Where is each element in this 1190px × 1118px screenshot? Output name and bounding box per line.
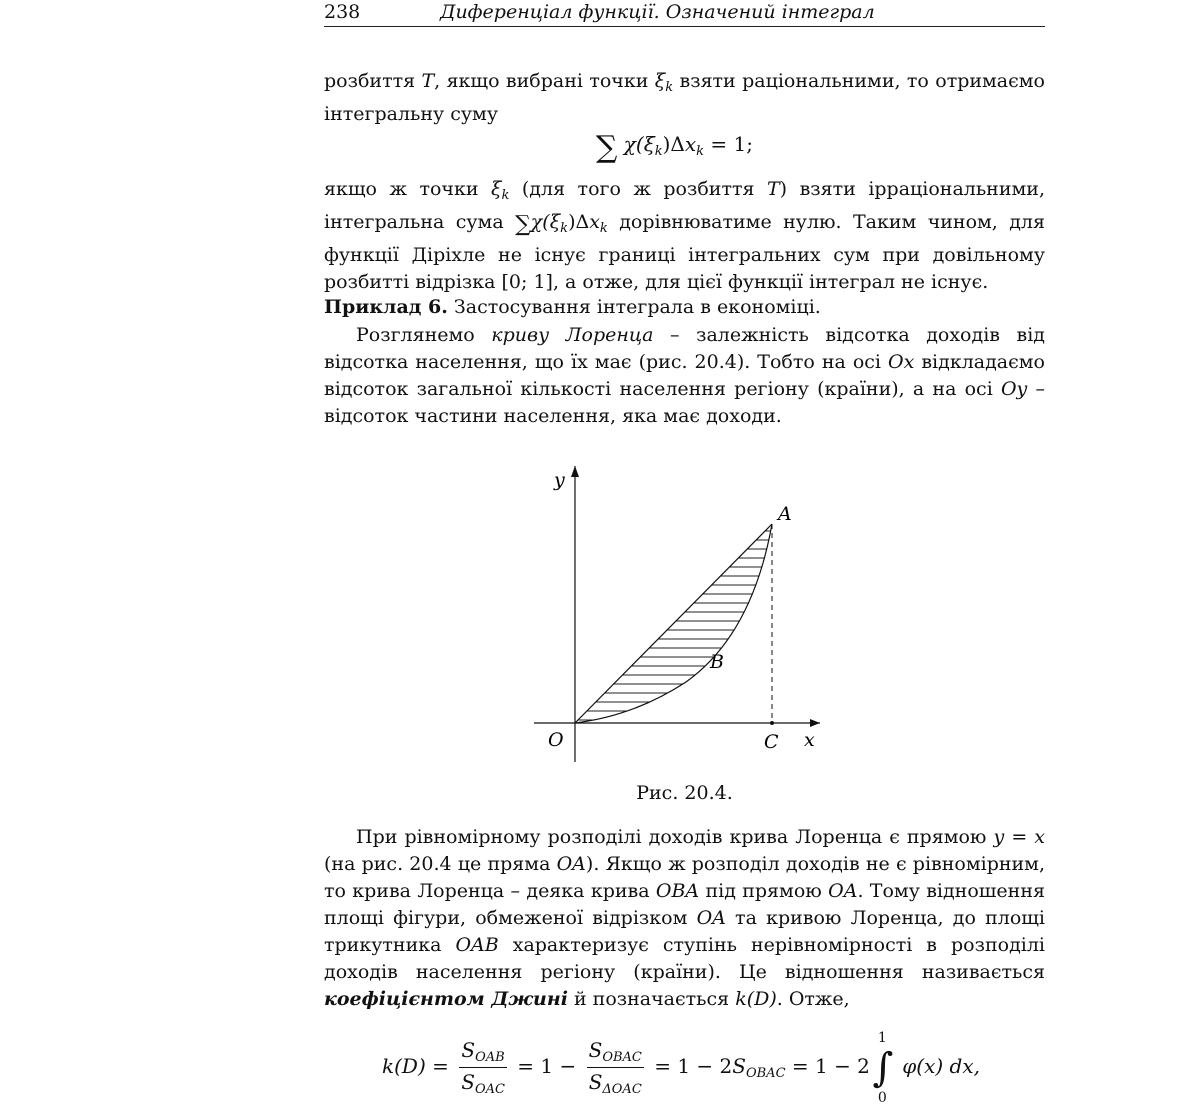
equation-gini: k(D) = $\frac{S_{OAB}}{S_{OAC}}$ = 1 − $\frac{S_{OBAC}}{S_{\Delta OAC}}$ = $1 - 2S_{OBAC} = 1 - 2$ 1 ∫ 0 φ(x) dx, bbox=[382, 1029, 980, 1106]
equation-sum-one: ∑ $\chi(\xi_k)\Delta x_k = 1$; bbox=[596, 130, 753, 165]
page-number: 238 bbox=[324, 1, 361, 23]
label-a: A bbox=[778, 503, 792, 525]
figure-caption: Рис. 20.4. bbox=[636, 782, 733, 804]
paragraph-irrational: якщо ж точки $\xi_k$ (для того ж розбиття T) взяти ірраціональними, інтегральна сума $\sum\chi(\xi_k)\Delta x_k$ дорівнюватиме нулю. Таким чином, для функції Діріхле не існує границі інтегральних сум при довільному розбитті відрізка [0; 1], а отже, для цієї функції інтеграл не існує. bbox=[324, 178, 1045, 293]
running-title: Диференціал функції. Означений інтеграл bbox=[440, 1, 875, 23]
point-c bbox=[770, 721, 774, 725]
label-o: O bbox=[548, 729, 564, 751]
fraction-oab-oac: $\frac{S_{OAB}}{S_{OAC}}$ bbox=[461, 1038, 505, 1097]
integral-sign: 1 ∫ 0 bbox=[872, 1029, 894, 1106]
label-x: x bbox=[804, 729, 815, 751]
fraction-obac-doac: $\frac{S_{OBAC}}{S_{\Delta OAC}}$ bbox=[588, 1038, 642, 1097]
line-oa bbox=[575, 524, 772, 723]
label-c: C bbox=[764, 731, 779, 753]
lorenz-curve-figure bbox=[528, 462, 838, 772]
y-axis-arrow-icon bbox=[571, 466, 579, 477]
label-b: B bbox=[710, 651, 724, 673]
example-heading: Приклад 6. Застосування інтеграла в економіці. bbox=[324, 296, 821, 318]
x-axis-arrow-icon bbox=[810, 719, 820, 727]
label-y: y bbox=[554, 469, 565, 491]
hatched-region bbox=[568, 531, 788, 720]
paragraph-partition: розбиття T, якщо вибрані точки $\xi_k$ взяти раціональними, то отримаємо інтегральну суму bbox=[324, 70, 1045, 125]
paragraph-lorenz: Розглянемо криву Лоренца – залежність відсотка доходів від відсотка населення, що їх має (рис. 20.4). Тобто на осі Ox відкладаємо відсоток загальної кількості населення регіону (країни), а на осі Oy – відсоток частини населення, яка має доходи. bbox=[324, 324, 1046, 427]
paragraph-gini: При рівномірному розподілі доходів крива Лоренца є прямою y = x (на рис. 20.4 це пряма OA). Якщо ж розподіл доходів не є рівномірним, то крива Лоренца – деяка крива OBA під прямою OA. Тому відношення площі фігури, обмеженої відрізком OA та кривою Лоренца, до площі трикутника OAB характеризує ступінь нерівномірності в розподілі доходів населення регіону (країни). Це відношення називається коефіцієнтом Джині й позначається k(D). Отже, bbox=[324, 826, 1046, 1010]
running-header bbox=[324, 0, 1045, 27]
